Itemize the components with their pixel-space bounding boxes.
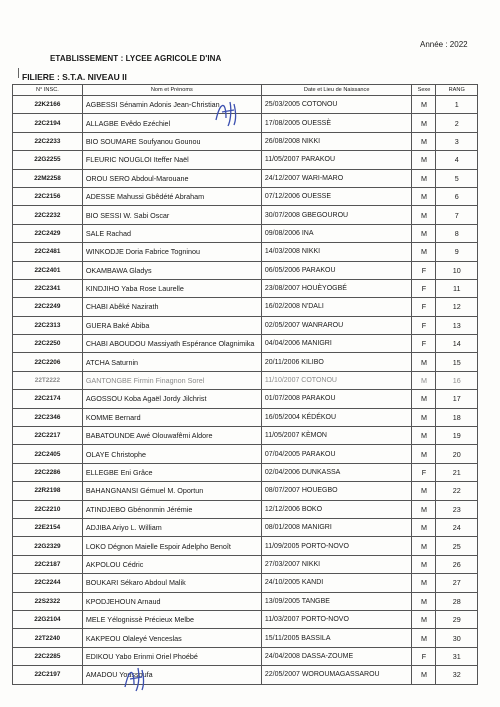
cell-birth: 22/05/2007 WOROUMAGASSAROU <box>261 666 412 684</box>
cell-registration-number: 22C2249 <box>13 298 83 316</box>
cell-birth: 14/03/2008 NIKKI <box>261 243 412 261</box>
table-row <box>13 371 478 389</box>
cell-rank: 24 <box>436 518 478 536</box>
cell-rank: 11 <box>436 279 478 297</box>
cell-sex: M <box>412 390 436 408</box>
table-row <box>13 243 478 261</box>
cell-registration-number: 22T2222 <box>13 371 83 389</box>
cell-sex: M <box>412 610 436 628</box>
cell-rank: 4 <box>436 151 478 169</box>
cell-birth: 11/03/2007 PORTO-NOVO <box>261 610 412 628</box>
cell-rank: 9 <box>436 243 478 261</box>
cell-sex: F <box>412 463 436 481</box>
cell-birth: 17/08/2005 OUESSÈ <box>261 114 412 132</box>
cell-name: BIO SESSI W. Sabi Oscar <box>82 206 261 224</box>
cell-sex: M <box>412 169 436 187</box>
table-row <box>13 518 478 536</box>
cell-birth: 11/05/2007 KÈMON <box>261 427 412 445</box>
cell-rank: 29 <box>436 610 478 628</box>
cell-registration-number: 22S2322 <box>13 592 83 610</box>
cell-birth: 04/04/2006 MANIGRI <box>261 335 412 353</box>
cell-rank: 30 <box>436 629 478 647</box>
cell-registration-number: 22C2429 <box>13 224 83 242</box>
cell-registration-number: 22C2285 <box>13 647 83 665</box>
cell-sex: M <box>412 537 436 555</box>
table-row <box>13 629 478 647</box>
table-row <box>13 187 478 205</box>
cell-birth: 06/05/2006 PARAKOU <box>261 261 412 279</box>
results-table <box>12 84 478 685</box>
table-row <box>13 500 478 518</box>
table-row <box>13 224 478 242</box>
cell-sex: M <box>412 114 436 132</box>
cell-sex: M <box>412 96 436 114</box>
cell-name: KAKPEOU Olaleyé Venceslas <box>82 629 261 647</box>
cell-birth: 27/03/2007 NIKKI <box>261 555 412 573</box>
cell-name: SALE Rachad <box>82 224 261 242</box>
cell-rank: 15 <box>436 353 478 371</box>
table-row <box>13 408 478 426</box>
cell-name: KINDJIHO Yaba Rose Laurelle <box>82 279 261 297</box>
cell-registration-number: 22C2250 <box>13 335 83 353</box>
cell-name: AMADOU Youssoufa <box>82 666 261 684</box>
cell-birth: 11/09/2005 PORTO-NOVO <box>261 537 412 555</box>
cell-sex: M <box>412 151 436 169</box>
cell-birth: 07/04/2005 PARAKOU <box>261 445 412 463</box>
cell-name: ELLEGBE Eni Grâce <box>82 463 261 481</box>
cell-sex: F <box>412 335 436 353</box>
cell-birth: 16/02/2008 N'DALI <box>261 298 412 316</box>
cell-sex: M <box>412 666 436 684</box>
cell-birth: 23/08/2007 HOUÈYOGBÉ <box>261 279 412 297</box>
cell-name: KPODJEHOUN Arnaud <box>82 592 261 610</box>
cell-name: KOMME Bernard <box>82 408 261 426</box>
cell-rank: 31 <box>436 647 478 665</box>
cell-rank: 20 <box>436 445 478 463</box>
cell-name: EDIKOU Yabo Erinmi Oriel Phoébé <box>82 647 261 665</box>
table-row <box>13 666 478 684</box>
cell-sex: M <box>412 574 436 592</box>
cell-rank: 18 <box>436 408 478 426</box>
table-row <box>13 114 478 132</box>
cell-birth: 24/12/2007 WARI-MARO <box>261 169 412 187</box>
column-header-name: Nom et Prénoms <box>82 85 261 96</box>
cell-sex: M <box>412 353 436 371</box>
cell-name: GUERA Baké Abiba <box>82 316 261 334</box>
cell-registration-number: 22C2341 <box>13 279 83 297</box>
cell-rank: 28 <box>436 592 478 610</box>
table-row <box>13 353 478 371</box>
cell-birth: 25/03/2005 COTONOU <box>261 96 412 114</box>
table-row <box>13 298 478 316</box>
cell-birth: 16/05/2004 KÉDÉKOU <box>261 408 412 426</box>
cell-registration-number: 22C2401 <box>13 261 83 279</box>
cell-registration-number: 22M2258 <box>13 169 83 187</box>
table-row <box>13 96 478 114</box>
cell-rank: 23 <box>436 500 478 518</box>
table-row <box>13 610 478 628</box>
cell-rank: 32 <box>436 666 478 684</box>
cell-registration-number: 22C2233 <box>13 132 83 150</box>
table-row <box>13 427 478 445</box>
table-row <box>13 463 478 481</box>
cell-rank: 25 <box>436 537 478 555</box>
cell-registration-number: 22G2255 <box>13 151 83 169</box>
cell-sex: M <box>412 518 436 536</box>
table-row <box>13 261 478 279</box>
cell-birth: 11/05/2007 PARAKOU <box>261 151 412 169</box>
cell-rank: 3 <box>436 132 478 150</box>
cell-birth: 07/12/2006 OUESSE <box>261 187 412 205</box>
cell-birth: 26/08/2008 NIKKI <box>261 132 412 150</box>
cell-rank: 7 <box>436 206 478 224</box>
cell-rank: 17 <box>436 390 478 408</box>
cell-registration-number: 22G2104 <box>13 610 83 628</box>
table-row <box>13 555 478 573</box>
cell-rank: 27 <box>436 574 478 592</box>
cell-sex: M <box>412 592 436 610</box>
cell-registration-number: 22G2329 <box>13 537 83 555</box>
cell-rank: 22 <box>436 482 478 500</box>
cell-rank: 12 <box>436 298 478 316</box>
cell-birth: 15/11/2005 BASSILA <box>261 629 412 647</box>
cell-registration-number: 22C2174 <box>13 390 83 408</box>
table-row <box>13 206 478 224</box>
cell-registration-number: 22C2217 <box>13 427 83 445</box>
cell-name: GANTONGBE Firmin Finagnon Sorel <box>82 371 261 389</box>
cell-name: OROU SERO Abdoul-Marouane <box>82 169 261 187</box>
cell-sex: M <box>412 187 436 205</box>
cell-birth: 24/10/2005 KANDI <box>261 574 412 592</box>
cell-registration-number: 22C2232 <box>13 206 83 224</box>
cell-sex: M <box>412 408 436 426</box>
cell-registration-number: 22C2206 <box>13 353 83 371</box>
cell-name: BIO SOUMARE Soufyanou Gounou <box>82 132 261 150</box>
year-label: Année : 2022 <box>420 40 468 49</box>
cell-name: ADESSE Mahussi Gbêdété Abraham <box>82 187 261 205</box>
cell-registration-number: 22C2197 <box>13 666 83 684</box>
cell-registration-number: 22T2240 <box>13 629 83 647</box>
cell-registration-number: 22C2313 <box>13 316 83 334</box>
cell-registration-number: 22K2166 <box>13 96 83 114</box>
cell-birth: 11/10/2007 COTONOU <box>261 371 412 389</box>
cell-sex: F <box>412 316 436 334</box>
cell-name: ATINDJEBO Gbénonmin Jérémie <box>82 500 261 518</box>
cell-name: BAHANGNANSI Gémuel M. Oportun <box>82 482 261 500</box>
cell-birth: 12/12/2006 BOKO <box>261 500 412 518</box>
table-row <box>13 482 478 500</box>
cell-rank: 26 <box>436 555 478 573</box>
column-header-rank: RANG <box>436 85 478 96</box>
cell-rank: 21 <box>436 463 478 481</box>
cell-name: AGOSSOU Koba Agaël Jordy Jilchrist <box>82 390 261 408</box>
cell-sex: M <box>412 427 436 445</box>
cell-name: LOKO Dégnon Maielle Espoir Adelpho Benoît <box>82 537 261 555</box>
cell-birth: 01/07/2008 PARAKOU <box>261 390 412 408</box>
table-header-row <box>13 85 478 96</box>
cell-sex: M <box>412 500 436 518</box>
table-row <box>13 537 478 555</box>
cell-name: AKPOLOU Cédric <box>82 555 261 573</box>
cell-birth: 13/09/2005 TANGBE <box>261 592 412 610</box>
cell-birth: 24/04/2008 DASSA-ZOUME <box>261 647 412 665</box>
cell-sex: M <box>412 555 436 573</box>
cell-name: BOUKARI Sékaro Abdoul Malik <box>82 574 261 592</box>
cell-registration-number: 22C2481 <box>13 243 83 261</box>
cell-sex: F <box>412 298 436 316</box>
cell-name: ADJIBA Ariyo L. William <box>82 518 261 536</box>
cell-sex: M <box>412 629 436 647</box>
cell-name: CHABI ABOUDOU Massiyath Espérance Olagnimika <box>82 335 261 353</box>
cell-sex: M <box>412 206 436 224</box>
filiere-title: FILIERE : S.T.A. NIVEAU II <box>22 72 127 82</box>
cell-name: OKAMBAWA Gladys <box>82 261 261 279</box>
cell-rank: 14 <box>436 335 478 353</box>
cell-rank: 6 <box>436 187 478 205</box>
table-row <box>13 169 478 187</box>
cell-registration-number: 22C2286 <box>13 463 83 481</box>
cell-rank: 2 <box>436 114 478 132</box>
table-row <box>13 574 478 592</box>
establishment-title: ETABLISSEMENT : LYCEE AGRICOLE D'INA <box>50 54 222 63</box>
cell-registration-number: 22C2187 <box>13 555 83 573</box>
table-row <box>13 592 478 610</box>
table-row <box>13 279 478 297</box>
cell-birth: 02/04/2006 DUNKASSA <box>261 463 412 481</box>
cell-name: AGBESSI Sénamin Adonis Jean-Christian <box>82 96 261 114</box>
cell-birth: 20/11/2006 KILIBO <box>261 353 412 371</box>
cell-name: ALLAGBE Evêdo Ezéchiel <box>82 114 261 132</box>
cell-rank: 1 <box>436 96 478 114</box>
cell-name: OLAYE Christophe <box>82 445 261 463</box>
cell-rank: 13 <box>436 316 478 334</box>
table-row <box>13 151 478 169</box>
cell-registration-number: 22C2405 <box>13 445 83 463</box>
cell-name: ATCHA Saturnin <box>82 353 261 371</box>
column-header-sex: Sexe <box>412 85 436 96</box>
table-row <box>13 316 478 334</box>
table-row <box>13 335 478 353</box>
cell-sex: F <box>412 279 436 297</box>
cell-sex: M <box>412 445 436 463</box>
cell-rank: 16 <box>436 371 478 389</box>
table-row <box>13 132 478 150</box>
cell-registration-number: 22C2210 <box>13 500 83 518</box>
cell-sex: F <box>412 647 436 665</box>
cell-name: MELE Yélognissè Précieux Melbe <box>82 610 261 628</box>
cell-rank: 8 <box>436 224 478 242</box>
column-header-birth: Date et Lieu de Naissance <box>261 85 412 96</box>
cell-registration-number: 22C2346 <box>13 408 83 426</box>
table-row <box>13 445 478 463</box>
cell-sex: M <box>412 224 436 242</box>
column-header-num: N° INSC. <box>13 85 83 96</box>
cell-birth: 30/07/2008 GBEGOUROU <box>261 206 412 224</box>
table-row <box>13 647 478 665</box>
cell-registration-number: 22C2156 <box>13 187 83 205</box>
cell-rank: 5 <box>436 169 478 187</box>
cell-sex: M <box>412 482 436 500</box>
cell-registration-number: 22C2194 <box>13 114 83 132</box>
cell-name: CHABI Abêké Nazirath <box>82 298 261 316</box>
cell-sex: M <box>412 243 436 261</box>
table-row <box>13 390 478 408</box>
cell-rank: 10 <box>436 261 478 279</box>
cell-sex: M <box>412 371 436 389</box>
cell-name: WINKODJE Doria Fabrice Togninou <box>82 243 261 261</box>
cell-birth: 09/08/2006 INA <box>261 224 412 242</box>
cell-birth: 08/07/2007 HOUEGBO <box>261 482 412 500</box>
margin-mark <box>18 68 19 78</box>
cell-sex: F <box>412 261 436 279</box>
cell-sex: M <box>412 132 436 150</box>
cell-birth: 08/01/2008 MANIGRI <box>261 518 412 536</box>
cell-birth: 02/05/2007 WANRAROU <box>261 316 412 334</box>
cell-name: BABATOUNDE Awé Olouwafêmi Aldore <box>82 427 261 445</box>
cell-registration-number: 22C2244 <box>13 574 83 592</box>
cell-rank: 19 <box>436 427 478 445</box>
cell-name: FLEURIC NOUGLOI Iteffer Naël <box>82 151 261 169</box>
cell-registration-number: 22E2154 <box>13 518 83 536</box>
cell-registration-number: 22R2198 <box>13 482 83 500</box>
